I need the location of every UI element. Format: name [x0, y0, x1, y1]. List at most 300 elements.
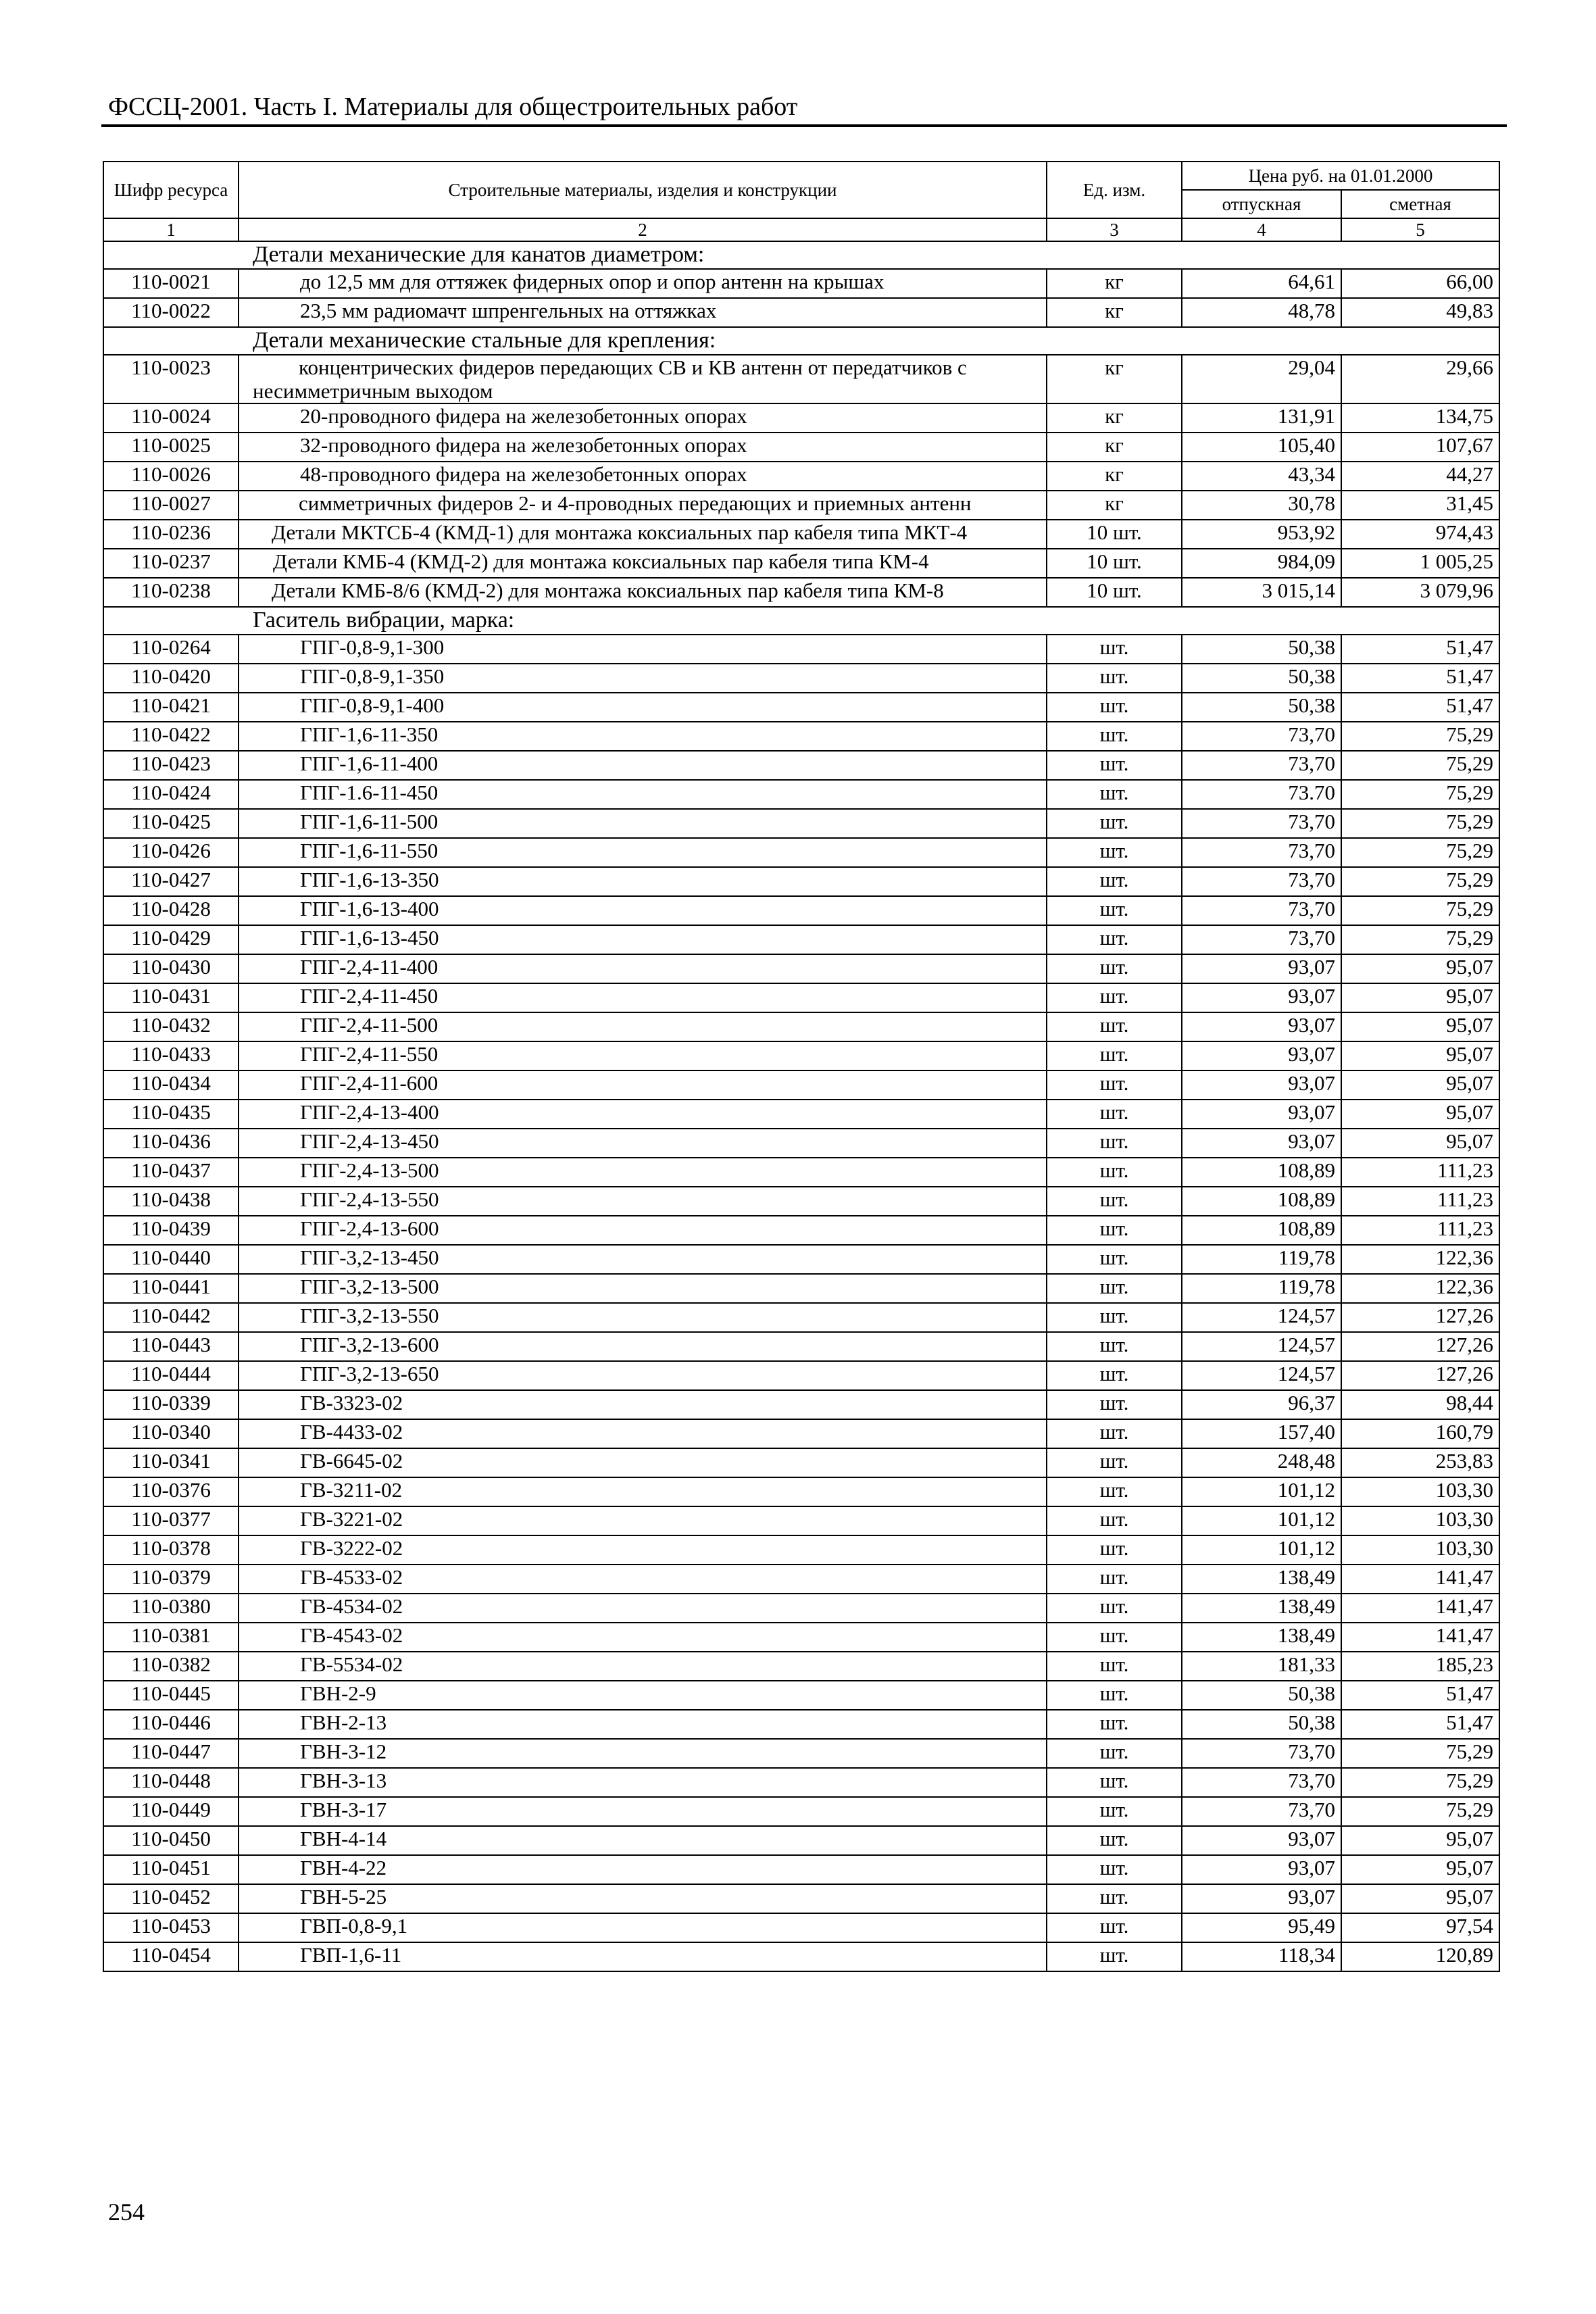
estimate-price: 103,30 — [1341, 1535, 1499, 1565]
release-price: 101,12 — [1182, 1506, 1341, 1535]
release-price: 29,04 — [1182, 355, 1341, 403]
table-row — [103, 578, 1499, 607]
resource-code: 110-0432 — [103, 1012, 239, 1041]
material-name: симметричных фидеров 2- и 4-проводных передающих и приемных антенн — [239, 491, 1047, 520]
table-body — [103, 241, 1499, 1971]
table-row — [103, 983, 1499, 1012]
material-name: ГВ-4533-02 — [239, 1565, 1047, 1594]
table-row — [103, 1187, 1499, 1216]
estimate-price: 122,36 — [1341, 1245, 1499, 1274]
table-head — [103, 162, 1499, 241]
table-row — [103, 751, 1499, 780]
unit-of-measure: шт. — [1047, 635, 1182, 664]
table-row — [103, 1826, 1499, 1855]
estimate-price: 95,07 — [1341, 983, 1499, 1012]
resource-code: 110-0420 — [103, 664, 239, 693]
material-name: Детали КМБ-4 (КМД-2) для монтажа коксиальных пар кабеля типа КМ-4 — [239, 549, 1047, 578]
estimate-price: 95,07 — [1341, 1070, 1499, 1100]
material-name: ГПГ-3,2-13-500 — [239, 1274, 1047, 1303]
resource-code: 110-0445 — [103, 1681, 239, 1710]
table-row — [103, 355, 1499, 403]
unit-of-measure: шт. — [1047, 1274, 1182, 1303]
estimate-price: 160,79 — [1341, 1419, 1499, 1448]
unit-of-measure: шт. — [1047, 1535, 1182, 1565]
material-name: ГВ-3221-02 — [239, 1506, 1047, 1535]
estimate-price: 75,29 — [1341, 1797, 1499, 1826]
estimate-price: 95,07 — [1341, 1826, 1499, 1855]
estimate-price: 51,47 — [1341, 635, 1499, 664]
table-row — [103, 1070, 1499, 1100]
table-row — [103, 549, 1499, 578]
table-row — [103, 403, 1499, 433]
table-row — [103, 1565, 1499, 1594]
material-name: ГПГ-2,4-11-500 — [239, 1012, 1047, 1041]
resource-code: 110-0441 — [103, 1274, 239, 1303]
material-name: ГПГ-3,2-13-650 — [239, 1361, 1047, 1390]
resource-code: 110-0444 — [103, 1361, 239, 1390]
estimate-price: 111,23 — [1341, 1158, 1499, 1187]
table-row — [103, 298, 1499, 327]
resource-code: 110-0440 — [103, 1245, 239, 1274]
resource-code: 110-0449 — [103, 1797, 239, 1826]
material-name: ГПГ-0,8-9,1-350 — [239, 664, 1047, 693]
resource-code: 110-0339 — [103, 1390, 239, 1419]
table-row — [103, 1158, 1499, 1187]
table-row — [103, 1594, 1499, 1623]
col-head-estimate: сметная — [1341, 190, 1499, 218]
material-name: ГПГ-2,4-11-600 — [239, 1070, 1047, 1100]
unit-of-measure: шт. — [1047, 1477, 1182, 1506]
table-row — [103, 1855, 1499, 1884]
unit-of-measure: кг — [1047, 433, 1182, 462]
resource-code: 110-0382 — [103, 1652, 239, 1681]
material-name: Детали КМБ-8/6 (КМД-2) для монтажа коксиальных пар кабеля типа КМ-8 — [239, 578, 1047, 607]
resource-code: 110-0341 — [103, 1448, 239, 1477]
unit-of-measure: шт. — [1047, 1361, 1182, 1390]
unit-of-measure: кг — [1047, 269, 1182, 298]
resource-code: 110-0425 — [103, 809, 239, 838]
release-price: 108,89 — [1182, 1187, 1341, 1216]
release-price: 101,12 — [1182, 1535, 1341, 1565]
resource-code: 110-0434 — [103, 1070, 239, 1100]
estimate-price: 75,29 — [1341, 1768, 1499, 1797]
unit-of-measure: шт. — [1047, 1768, 1182, 1797]
table-row — [103, 1506, 1499, 1535]
resource-code: 110-0021 — [103, 269, 239, 298]
resource-code: 110-0437 — [103, 1158, 239, 1187]
table-row — [103, 1652, 1499, 1681]
unit-of-measure: шт. — [1047, 1855, 1182, 1884]
unit-of-measure: шт. — [1047, 1129, 1182, 1158]
estimate-price: 75,29 — [1341, 896, 1499, 925]
material-name: 20-проводного фидера на железобетонных опорах — [239, 403, 1047, 433]
estimate-price: 141,47 — [1341, 1594, 1499, 1623]
column-number: 2 — [239, 218, 1047, 241]
material-name: ГВ-3323-02 — [239, 1390, 1047, 1419]
resource-code: 110-0430 — [103, 954, 239, 983]
table-row — [103, 780, 1499, 809]
resource-code: 110-0426 — [103, 838, 239, 867]
estimate-price: 95,07 — [1341, 1855, 1499, 1884]
estimate-price: 103,30 — [1341, 1477, 1499, 1506]
estimate-price: 95,07 — [1341, 1884, 1499, 1913]
release-price: 124,57 — [1182, 1303, 1341, 1332]
table-row — [103, 1012, 1499, 1041]
table-row — [103, 1942, 1499, 1971]
resource-code: 110-0454 — [103, 1942, 239, 1971]
release-price: 95,49 — [1182, 1913, 1341, 1942]
estimate-price: 44,27 — [1341, 462, 1499, 491]
material-name: 48-проводного фидера на железобетонных опорах — [239, 462, 1047, 491]
unit-of-measure: шт. — [1047, 1942, 1182, 1971]
resource-code: 110-0428 — [103, 896, 239, 925]
material-name: ГПГ-1,6-11-500 — [239, 809, 1047, 838]
release-price: 73,70 — [1182, 896, 1341, 925]
unit-of-measure: шт. — [1047, 1245, 1182, 1274]
estimate-price: 75,29 — [1341, 809, 1499, 838]
unit-of-measure: шт. — [1047, 1594, 1182, 1623]
unit-of-measure: шт. — [1047, 1884, 1182, 1913]
estimate-price: 3 079,96 — [1341, 578, 1499, 607]
table-row — [103, 462, 1499, 491]
resource-code: 110-0381 — [103, 1623, 239, 1652]
estimate-price: 253,83 — [1341, 1448, 1499, 1477]
release-price: 50,38 — [1182, 664, 1341, 693]
estimate-price: 185,23 — [1341, 1652, 1499, 1681]
table-row — [103, 722, 1499, 751]
unit-of-measure: шт. — [1047, 751, 1182, 780]
material-name: ГПГ-2,4-13-450 — [239, 1129, 1047, 1158]
page-header: ФССЦ-2001. Часть I. Материалы для общестроительных работ — [108, 93, 798, 121]
section-header-row — [103, 327, 1499, 355]
resource-code: 110-0450 — [103, 1826, 239, 1855]
table-row — [103, 1797, 1499, 1826]
material-name: ГВ-4433-02 — [239, 1419, 1047, 1448]
resource-code: 110-0377 — [103, 1506, 239, 1535]
unit-of-measure: шт. — [1047, 1506, 1182, 1535]
table-row — [103, 1884, 1499, 1913]
column-numbers — [103, 218, 1499, 241]
estimate-price: 95,07 — [1341, 954, 1499, 983]
unit-of-measure: шт. — [1047, 1303, 1182, 1332]
release-price: 50,38 — [1182, 1681, 1341, 1710]
resource-code: 110-0453 — [103, 1913, 239, 1942]
material-name: ГВ-3222-02 — [239, 1535, 1047, 1565]
table-row — [103, 1245, 1499, 1274]
release-price: 73,70 — [1182, 1739, 1341, 1768]
table-row — [103, 1100, 1499, 1129]
table-row — [103, 809, 1499, 838]
estimate-price: 75,29 — [1341, 838, 1499, 867]
table-row — [103, 1681, 1499, 1710]
table-row — [103, 1710, 1499, 1739]
column-number: 3 — [1047, 218, 1182, 241]
section-title: Детали механические стальные для крепления: — [103, 327, 1499, 355]
section-header-row — [103, 241, 1499, 269]
unit-of-measure: шт. — [1047, 896, 1182, 925]
material-name: до 12,5 мм для оттяжек фидерных опор и опор антенн на крышах — [239, 269, 1047, 298]
release-price: 248,48 — [1182, 1448, 1341, 1477]
material-name: ГПГ-2,4-13-400 — [239, 1100, 1047, 1129]
estimate-price: 120,89 — [1341, 1942, 1499, 1971]
resource-code: 110-0447 — [103, 1739, 239, 1768]
table-row — [103, 1361, 1499, 1390]
release-price: 119,78 — [1182, 1245, 1341, 1274]
estimate-price: 49,83 — [1341, 298, 1499, 327]
estimate-price: 75,29 — [1341, 867, 1499, 896]
table-row — [103, 1390, 1499, 1419]
unit-of-measure: шт. — [1047, 1100, 1182, 1129]
col-head-price: Цена руб. на 01.01.2000 — [1182, 162, 1499, 190]
release-price: 73,70 — [1182, 867, 1341, 896]
estimate-price: 111,23 — [1341, 1187, 1499, 1216]
table-row — [103, 925, 1499, 954]
estimate-price: 134,75 — [1341, 403, 1499, 433]
resource-code: 110-0379 — [103, 1565, 239, 1594]
material-name: ГВН-2-13 — [239, 1710, 1047, 1739]
resource-code: 110-0027 — [103, 491, 239, 520]
unit-of-measure: 10 шт. — [1047, 578, 1182, 607]
resource-code: 110-0376 — [103, 1477, 239, 1506]
unit-of-measure: кг — [1047, 355, 1182, 403]
section-title: Гаситель вибрации, марка: — [103, 607, 1499, 635]
material-name: ГПГ-3,2-13-550 — [239, 1303, 1047, 1332]
unit-of-measure: шт. — [1047, 1158, 1182, 1187]
material-name: ГПГ-2,4-13-550 — [239, 1187, 1047, 1216]
resource-code: 110-0433 — [103, 1041, 239, 1070]
material-name: ГПГ-1,6-11-350 — [239, 722, 1047, 751]
resource-code: 110-0436 — [103, 1129, 239, 1158]
unit-of-measure: кг — [1047, 491, 1182, 520]
resource-code: 110-0439 — [103, 1216, 239, 1245]
estimate-price: 122,36 — [1341, 1274, 1499, 1303]
estimate-price: 75,29 — [1341, 1739, 1499, 1768]
table-row — [103, 954, 1499, 983]
table-row — [103, 693, 1499, 722]
table-row — [103, 1332, 1499, 1361]
table-row — [103, 635, 1499, 664]
material-name: ГВ-4543-02 — [239, 1623, 1047, 1652]
material-name: ГВ-5534-02 — [239, 1652, 1047, 1681]
unit-of-measure: кг — [1047, 298, 1182, 327]
release-price: 43,34 — [1182, 462, 1341, 491]
material-name: ГПГ-2,4-13-600 — [239, 1216, 1047, 1245]
estimate-price: 103,30 — [1341, 1506, 1499, 1535]
release-price: 93,07 — [1182, 1041, 1341, 1070]
unit-of-measure: кг — [1047, 403, 1182, 433]
unit-of-measure: шт. — [1047, 1623, 1182, 1652]
table-row — [103, 1477, 1499, 1506]
table-row — [103, 867, 1499, 896]
release-price: 181,33 — [1182, 1652, 1341, 1681]
resource-code: 110-0237 — [103, 549, 239, 578]
table-row — [103, 1913, 1499, 1942]
release-price: 118,34 — [1182, 1942, 1341, 1971]
release-price: 124,57 — [1182, 1332, 1341, 1361]
estimate-price: 75,29 — [1341, 925, 1499, 954]
release-price: 3 015,14 — [1182, 578, 1341, 607]
estimate-price: 95,07 — [1341, 1041, 1499, 1070]
release-price: 48,78 — [1182, 298, 1341, 327]
unit-of-measure: шт. — [1047, 1826, 1182, 1855]
resource-code: 110-0452 — [103, 1884, 239, 1913]
material-name: 32-проводного фидера на железобетонных опорах — [239, 433, 1047, 462]
resource-code: 110-0236 — [103, 520, 239, 549]
release-price: 93,07 — [1182, 1884, 1341, 1913]
release-price: 93,07 — [1182, 1012, 1341, 1041]
resource-code: 110-0378 — [103, 1535, 239, 1565]
material-name: ГВН-4-22 — [239, 1855, 1047, 1884]
col-head-name: Строительные материалы, изделия и конструкции — [239, 162, 1047, 218]
release-price: 73,70 — [1182, 809, 1341, 838]
material-name: ГВ-3211-02 — [239, 1477, 1047, 1506]
resource-code: 110-0340 — [103, 1419, 239, 1448]
material-name: ГПГ-1.6-11-450 — [239, 780, 1047, 809]
column-number: 4 — [1182, 218, 1341, 241]
unit-of-measure: шт. — [1047, 1041, 1182, 1070]
release-price: 93,07 — [1182, 1129, 1341, 1158]
page-number: 254 — [108, 2198, 145, 2225]
release-price: 73,70 — [1182, 925, 1341, 954]
section-header-row — [103, 607, 1499, 635]
table-row — [103, 1623, 1499, 1652]
estimate-price: 95,07 — [1341, 1129, 1499, 1158]
release-price: 73,70 — [1182, 751, 1341, 780]
resource-code: 110-0238 — [103, 578, 239, 607]
col-head-code: Шифр ресурса — [103, 162, 239, 218]
release-price: 73,70 — [1182, 1768, 1341, 1797]
resource-code: 110-0026 — [103, 462, 239, 491]
release-price: 119,78 — [1182, 1274, 1341, 1303]
release-price: 138,49 — [1182, 1594, 1341, 1623]
estimate-price: 127,26 — [1341, 1303, 1499, 1332]
table-row — [103, 1419, 1499, 1448]
resource-code: 110-0264 — [103, 635, 239, 664]
material-name: ГПГ-0,8-9,1-300 — [239, 635, 1047, 664]
release-price: 157,40 — [1182, 1419, 1341, 1448]
estimate-price: 127,26 — [1341, 1361, 1499, 1390]
header-rule — [101, 124, 1507, 127]
unit-of-measure: шт. — [1047, 1332, 1182, 1361]
release-price: 93,07 — [1182, 1826, 1341, 1855]
resource-code: 110-0429 — [103, 925, 239, 954]
material-name: ГПГ-1,6-11-400 — [239, 751, 1047, 780]
estimate-price: 31,45 — [1341, 491, 1499, 520]
column-number: 5 — [1341, 218, 1499, 241]
release-price: 124,57 — [1182, 1361, 1341, 1390]
unit-of-measure: шт. — [1047, 954, 1182, 983]
release-price: 138,49 — [1182, 1565, 1341, 1594]
estimate-price: 75,29 — [1341, 751, 1499, 780]
estimate-price: 95,07 — [1341, 1012, 1499, 1041]
release-price: 93,07 — [1182, 1070, 1341, 1100]
material-name: Детали МКТСБ-4 (КМД-1) для монтажа коксиальных пар кабеля типа МКТ-4 — [239, 520, 1047, 549]
unit-of-measure: шт. — [1047, 1739, 1182, 1768]
release-price: 50,38 — [1182, 1710, 1341, 1739]
release-price: 30,78 — [1182, 491, 1341, 520]
material-name: ГПГ-0,8-9,1-400 — [239, 693, 1047, 722]
table-row — [103, 1535, 1499, 1565]
resource-code: 110-0023 — [103, 355, 239, 403]
unit-of-measure: шт. — [1047, 780, 1182, 809]
unit-of-measure: шт. — [1047, 1187, 1182, 1216]
unit-of-measure: шт. — [1047, 1448, 1182, 1477]
release-price: 73,70 — [1182, 1797, 1341, 1826]
material-name: ГВП-0,8-9,1 — [239, 1913, 1047, 1942]
unit-of-measure: шт. — [1047, 1565, 1182, 1594]
unit-of-measure: шт. — [1047, 664, 1182, 693]
unit-of-measure: шт. — [1047, 983, 1182, 1012]
resource-code: 110-0423 — [103, 751, 239, 780]
unit-of-measure: шт. — [1047, 838, 1182, 867]
estimate-price: 1 005,25 — [1341, 549, 1499, 578]
table-row — [103, 1303, 1499, 1332]
unit-of-measure: шт. — [1047, 925, 1182, 954]
material-name: ГПГ-3,2-13-450 — [239, 1245, 1047, 1274]
release-price: 108,89 — [1182, 1216, 1341, 1245]
estimate-price: 51,47 — [1341, 693, 1499, 722]
table-row — [103, 1739, 1499, 1768]
release-price: 105,40 — [1182, 433, 1341, 462]
resource-code: 110-0022 — [103, 298, 239, 327]
resource-code: 110-0443 — [103, 1332, 239, 1361]
section-title: Детали механические для канатов диаметром: — [103, 241, 1499, 269]
release-price: 138,49 — [1182, 1623, 1341, 1652]
release-price: 64,61 — [1182, 269, 1341, 298]
resource-code: 110-0431 — [103, 983, 239, 1012]
unit-of-measure: шт. — [1047, 1913, 1182, 1942]
material-name: ГВН-3-17 — [239, 1797, 1047, 1826]
column-number: 1 — [103, 218, 239, 241]
estimate-price: 51,47 — [1341, 664, 1499, 693]
unit-of-measure: шт. — [1047, 1419, 1182, 1448]
table-row — [103, 269, 1499, 298]
resource-code: 110-0422 — [103, 722, 239, 751]
unit-of-measure: шт. — [1047, 1012, 1182, 1041]
unit-of-measure: шт. — [1047, 867, 1182, 896]
resource-code: 110-0380 — [103, 1594, 239, 1623]
material-name: ГВН-3-12 — [239, 1739, 1047, 1768]
unit-of-measure: шт. — [1047, 1390, 1182, 1419]
unit-of-measure: шт. — [1047, 1710, 1182, 1739]
material-name: концентрических фидеров передающих СВ и КВ антенн от передатчиков с несимметричным выходом — [239, 355, 1047, 403]
release-price: 73,70 — [1182, 838, 1341, 867]
resource-code: 110-0024 — [103, 403, 239, 433]
release-price: 953,92 — [1182, 520, 1341, 549]
material-name: ГПГ-2,4-13-500 — [239, 1158, 1047, 1187]
release-price: 73.70 — [1182, 780, 1341, 809]
estimate-price: 29,66 — [1341, 355, 1499, 403]
release-price: 101,12 — [1182, 1477, 1341, 1506]
estimate-price: 974,43 — [1341, 520, 1499, 549]
estimate-price: 95,07 — [1341, 1100, 1499, 1129]
unit-of-measure: кг — [1047, 462, 1182, 491]
price-table — [103, 161, 1500, 1972]
table-row — [103, 1216, 1499, 1245]
release-price: 131,91 — [1182, 403, 1341, 433]
resource-code: 110-0448 — [103, 1768, 239, 1797]
estimate-price: 107,67 — [1341, 433, 1499, 462]
estimate-price: 98,44 — [1341, 1390, 1499, 1419]
release-price: 93,07 — [1182, 983, 1341, 1012]
estimate-price: 75,29 — [1341, 780, 1499, 809]
unit-of-measure: шт. — [1047, 1681, 1182, 1710]
material-name: ГПГ-2,4-11-550 — [239, 1041, 1047, 1070]
resource-code: 110-0442 — [103, 1303, 239, 1332]
release-price: 93,07 — [1182, 1100, 1341, 1129]
unit-of-measure: 10 шт. — [1047, 549, 1182, 578]
material-name: ГПГ-1,6-13-450 — [239, 925, 1047, 954]
